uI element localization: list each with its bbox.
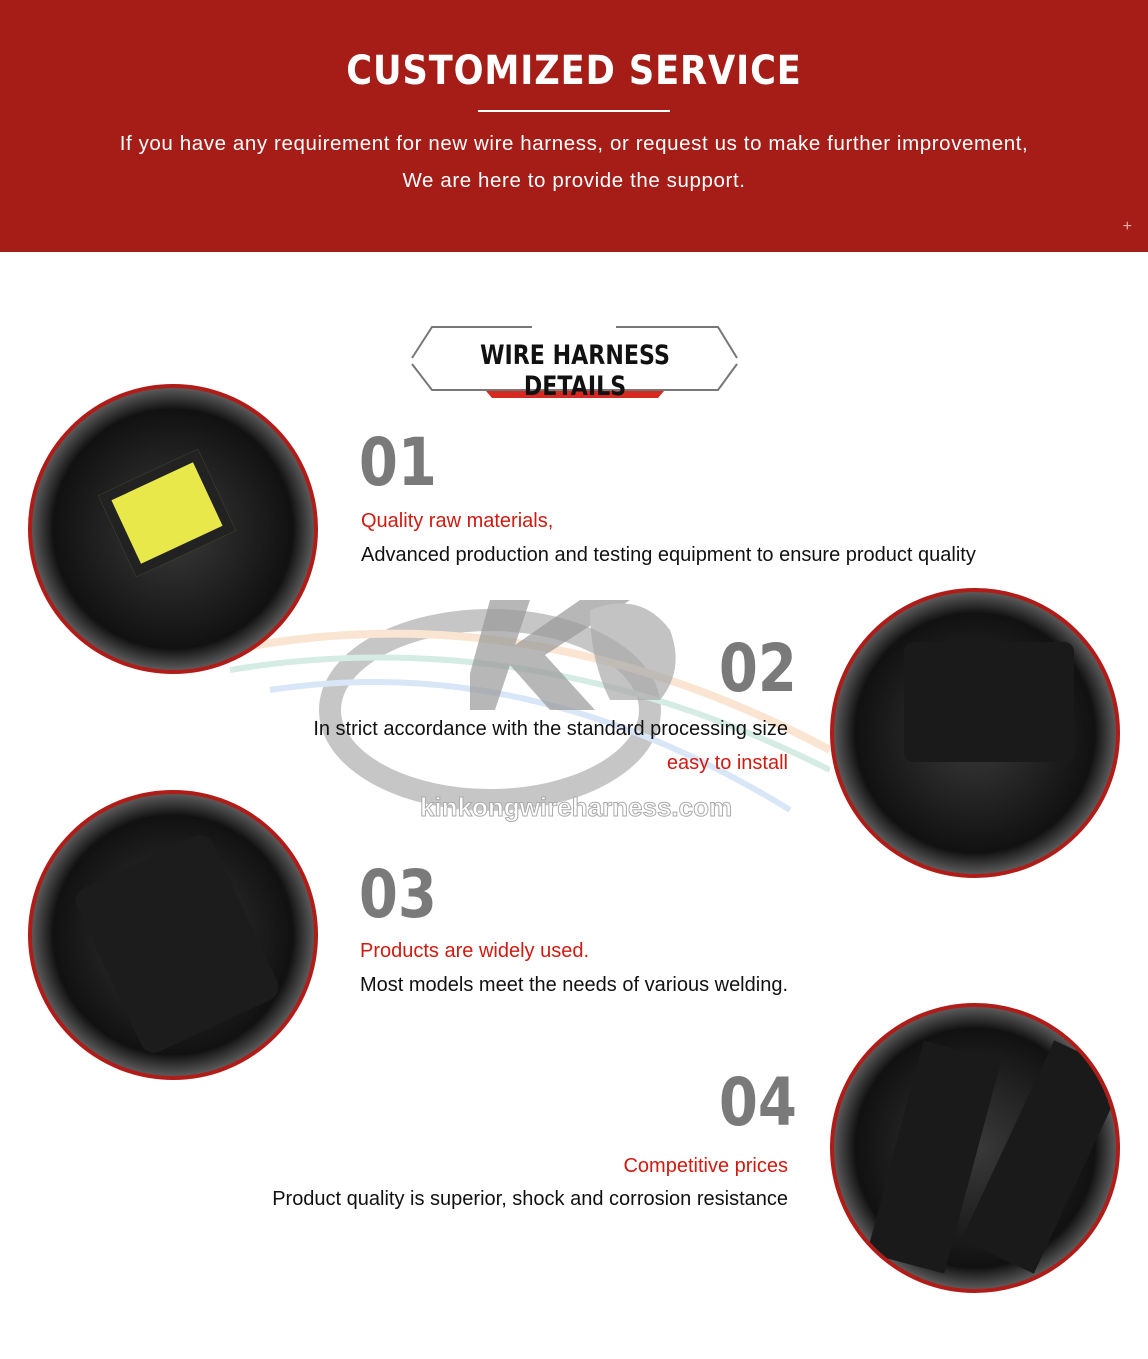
item-text: Product quality is superior, shock and corrosion resistance — [272, 1188, 788, 1210]
item-text: Most models meet the needs of various welding. — [360, 974, 788, 996]
kinkong-logo — [470, 600, 690, 710]
banner-text-1: If you have any requirement for new wire harness, or request us to make further improvement, — [119, 132, 1029, 155]
banner-title: CUSTOMIZED SERVICE — [346, 48, 802, 94]
banner-text-2: We are here to provide the support. — [402, 169, 746, 192]
item-number: 04 — [718, 1064, 797, 1141]
item-headline: Quality raw materials, — [361, 510, 554, 532]
item-headline: easy to install — [666, 752, 788, 774]
item-number: 01 — [358, 424, 437, 501]
item-number: 02 — [718, 630, 797, 707]
item-number: 03 — [358, 856, 437, 933]
item-text: Advanced production and testing equipment to ensure product quality — [361, 544, 976, 566]
connector-photo-4 — [830, 1003, 1120, 1293]
connector-photo-3 — [28, 790, 318, 1080]
connector-photo-1 — [28, 384, 318, 674]
plus-icon[interactable]: + — [1122, 218, 1132, 235]
section-title: WIRE HARNESS DETAILS — [480, 340, 670, 402]
item-headline: Competitive prices — [623, 1155, 788, 1177]
customized-service-banner — [0, 0, 1148, 252]
item-text: In strict accordance with the standard processing size — [313, 718, 788, 740]
connector-photo-2 — [830, 588, 1120, 878]
watermark-url: kinkongwireharness.com — [420, 792, 733, 822]
item-headline: Products are widely used. — [360, 940, 590, 962]
section-title-badge — [410, 324, 740, 402]
title-divider — [478, 110, 670, 112]
